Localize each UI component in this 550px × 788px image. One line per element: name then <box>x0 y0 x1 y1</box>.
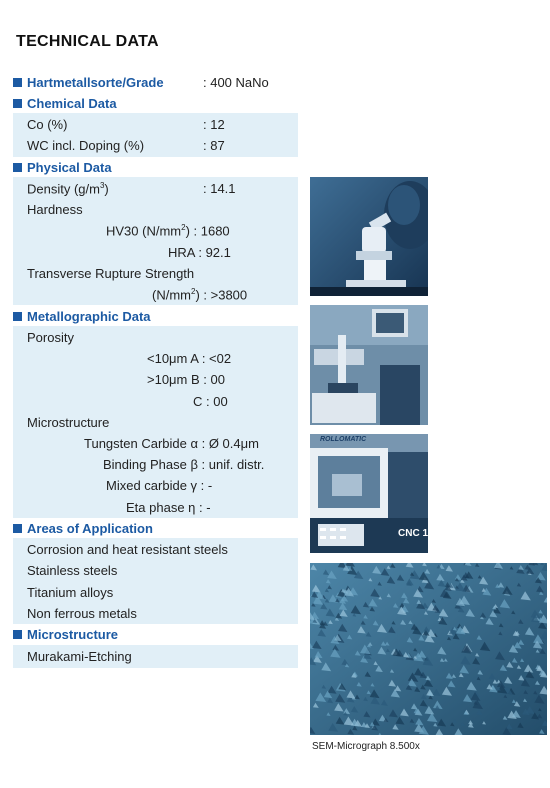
eta-phase-row: Eta phase η : - <box>126 500 211 515</box>
bullet-square-icon <box>13 312 22 321</box>
metallographic-heading: Metallographic Data <box>13 309 151 329</box>
application-item: Non ferrous metals <box>27 606 137 621</box>
page-title: TECHNICAL DATA <box>16 33 159 50</box>
bullet-square-icon <box>13 630 22 639</box>
porosity-label: Porosity <box>27 330 74 345</box>
cnc-badge: CNC 1 <box>398 528 428 539</box>
hv30-row: HV30 $(N/mm^2)$ : 1680 <box>106 223 230 239</box>
wc-label: WC incl. Doping (%) <box>27 138 145 153</box>
trs-value: $(N/mm^2)$ : >3800 <box>152 287 248 303</box>
hardness-label: Hardness <box>27 202 83 217</box>
density-value: : 14.1 <box>203 181 236 196</box>
grade-heading <box>13 75 164 95</box>
tungsten-carbide-row: Tungsten Carbide α : Ø 0.4μm <box>84 436 259 451</box>
co-label: Co (%) <box>27 117 68 132</box>
trs-label: Transverse Rupture Strength <box>27 266 195 281</box>
application-item: Corrosion and heat resistant steels <box>27 542 228 557</box>
bullet-square-icon <box>13 524 22 533</box>
mixed-carbide-row: Mixed carbide γ : - <box>106 478 213 493</box>
grade-value: : 400 NaNo <box>203 75 269 90</box>
application-item: Titanium alloys <box>27 585 114 600</box>
microstructure-heading: Microstructure <box>13 627 118 647</box>
applications-heading: Areas of Application <box>13 521 153 541</box>
chemical-heading: Chemical Data <box>13 96 117 116</box>
grade-label: Hartmetallsorte/Grade <box>27 75 164 90</box>
binding-phase-row: Binding Phase β : unif. distr. <box>103 457 265 472</box>
micrograph-caption: SEM-Micrograph 8.500x <box>312 741 420 752</box>
rollomatic-logo: ROLLOMATIC <box>320 436 367 443</box>
application-item: Stainless steels <box>27 563 118 578</box>
density-label: Density $(g/m^3)$ <box>27 181 109 197</box>
wc-value: : 87 <box>203 138 225 153</box>
porosity-b: >10μm B : 00 <box>147 372 225 387</box>
physical-heading: Physical Data <box>13 160 112 180</box>
microscope-photo <box>310 177 428 296</box>
bullet-square-icon <box>13 78 22 87</box>
bullet-square-icon <box>13 99 22 108</box>
porosity-c: C : 00 <box>193 394 228 409</box>
co-value: : 12 <box>203 117 225 132</box>
sem-micrograph-photo <box>310 563 547 735</box>
instrument-photo <box>310 305 428 425</box>
hra-row: HRA : 92.1 <box>168 245 231 260</box>
microstructure-label: Microstructure <box>27 415 110 430</box>
etching-label: Murakami-Etching <box>27 649 132 664</box>
bullet-square-icon <box>13 163 22 172</box>
porosity-a: <10μm A : <02 <box>147 351 232 366</box>
cnc-machine-photo <box>310 434 428 553</box>
